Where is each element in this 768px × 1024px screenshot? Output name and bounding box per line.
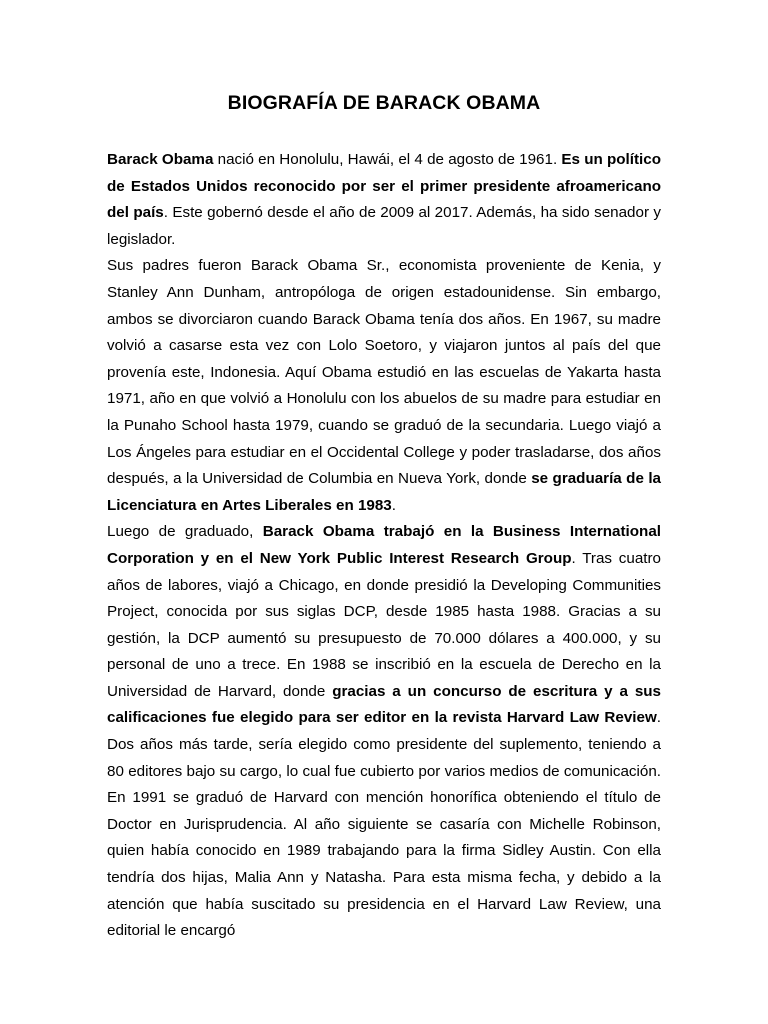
text-run: . Tras cuatro años de labores, viajó a Chicago, en donde presidió la Developing Communities Project, conocida por sus siglas DCP, desde 1985 hasta 1988. Gracias a su gestión, la DCP aumentó su presupuesto de 70.000 dólares a 400.000, y su personal de uno a trece. En 1988 se inscribió en la escuela de Derecho en la Universidad de Harvard, donde [107,549,661,700]
text-run: Sus padres fueron Barack Obama Sr., economista proveniente de Kenia, y Stanley Ann Dunham, antropóloga de origen estadounidense. Sin embargo, ambos se divorciaron cuando Barack Obama tenía dos años. En 1967, su madre volvió a casarse esta vez con Lolo Soetoro, y viajaron juntos al país del que provenía este, Indonesia. Aquí Obama estudió en las escuelas de Yakarta hasta 1971, año en que volvió a Honolulu con los abuelos de su madre para estudiar en la Punaho School hasta 1979, cuando se graduó de la secundaria. Luego viajó a Los Ángeles para estudiar en el Occidental College y poder trasladarse, dos años después, a la Universidad de Columbia en Nueva York, donde [107,257,661,488]
text-run: . Dos años más tarde, sería elegido como presidente del suplemento, teniendo a 80 editores bajo su cargo, lo cual fue cubierto por varios medios de comunicación. En 1991 se graduó de Harvard con mención honorífica obteniendo el título de Doctor en Jurisprudencia. Al año siguiente se casaría con Michelle Robinson, quien había conocido en 1989 trabajando para la firma Sidley Austin. Con ella tendría dos hijas, Malia Ann y Natasha. Para esta misma fecha, y debido a la atención que había suscitado su presidencia en el Harvard Law Review, una editorial le encargó [107,709,661,940]
text-run: . Este gobernó desde el año de 2009 al 2017. Además, ha sido senador y legislador. [107,204,661,248]
text-run: Barack Obama [107,151,214,168]
document-title: BIOGRAFÍA DE BARACK OBAMA [227,92,541,114]
text-run: se graduaría de la Licenciatura en Artes Liberales en 1983 [107,470,661,514]
document-page [107,92,661,945]
text-run: Barack Obama trabajó en la Business International Corporation y en el New York Public Interest Research Group [107,523,661,567]
paragraph-career [107,519,661,945]
paragraph-intro [107,147,661,253]
text-run: . [391,496,396,514]
text-run: Es un político de Estados Unidos reconocido por ser el primer presidente afroamericano del país [107,151,661,222]
paragraph-early-life [107,253,661,519]
text-run: gracias a un concurso de escritura y a sus calificaciones fue elegido para ser editor en la revista Harvard Law Review [107,682,661,727]
text-run: nació en Honolulu, Hawái, el 4 de agosto de 1961. [213,151,562,168]
text-run: Luego de graduado, [107,523,263,541]
